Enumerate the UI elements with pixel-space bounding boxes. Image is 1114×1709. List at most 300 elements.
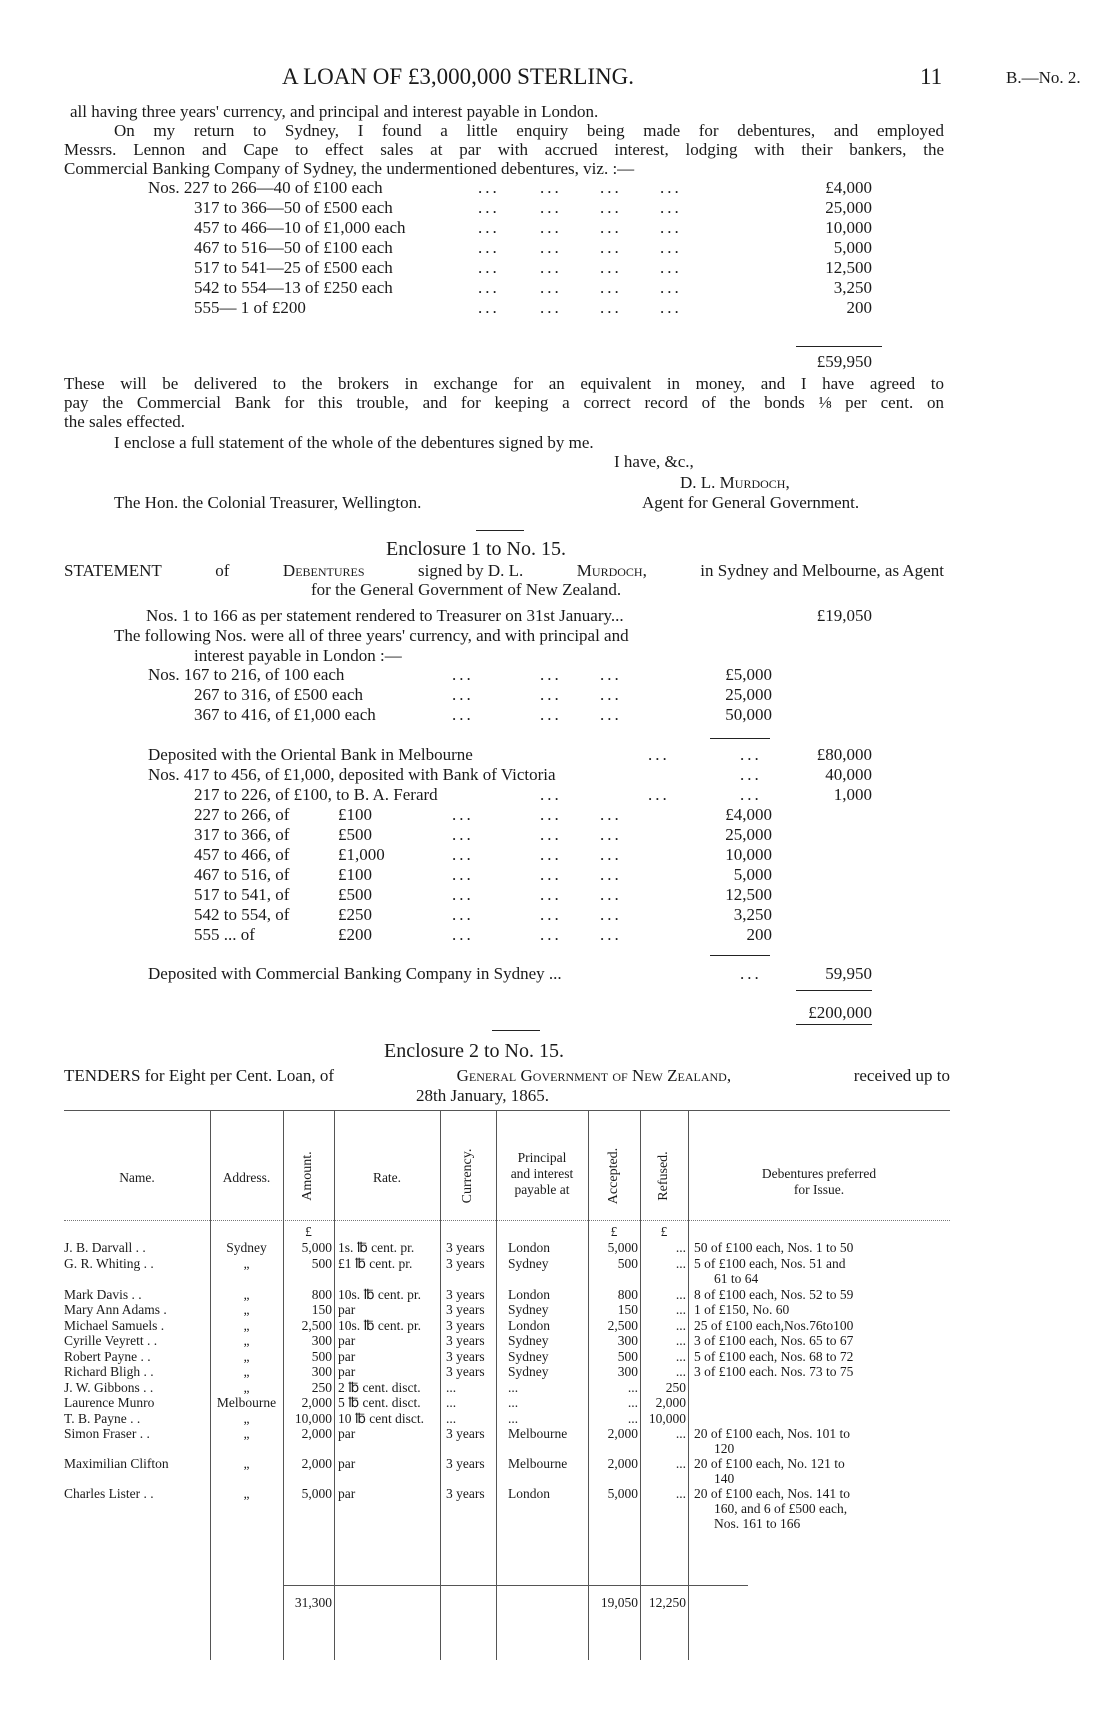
- leader-dots: ...: [740, 765, 762, 784]
- tender-payable: Melbourne: [508, 1456, 568, 1471]
- leader-dots: ...: [540, 685, 562, 704]
- breakdown-nos: 467 to 516, of: [194, 865, 290, 884]
- unit-refused: £: [660, 1224, 668, 1239]
- page-number: 11: [920, 64, 943, 89]
- leader-dots: ...: [660, 298, 682, 317]
- tender-payable: Sydney: [508, 1255, 549, 1271]
- breakdown-amount: 3,250: [733, 905, 772, 924]
- commercial-bank-line: Deposited with Commercial Banking Company in Sydney ...: [148, 964, 562, 983]
- leader-dots: ...: [540, 805, 562, 824]
- tender-rate: par: [338, 1456, 356, 1471]
- breakdown-value: £1,000: [338, 845, 385, 864]
- tender-rate: 10s. ℔ cent. pr.: [338, 1286, 422, 1302]
- leader-dots: ...: [540, 865, 562, 884]
- tender-debentures: 1 of £150, No. 60: [694, 1302, 790, 1317]
- tender-amount: 2,500: [301, 1317, 332, 1333]
- tender-amount: 5,000: [301, 1486, 332, 1501]
- tender-refused: ...: [675, 1426, 686, 1441]
- tender-amount: 250: [311, 1379, 332, 1395]
- tender-payable: Sydney: [508, 1302, 549, 1317]
- leader-dots: ...: [452, 825, 474, 844]
- breakdown-nos: 227 to 266, of: [194, 805, 290, 824]
- leader-dots: ...: [540, 845, 562, 864]
- ferard-amount: 1,000: [833, 785, 872, 804]
- leader-dots: ...: [600, 278, 622, 297]
- tender-debentures: 8 of £100 each, Nos. 52 to 59: [694, 1286, 854, 1302]
- leader-dots: ...: [600, 845, 622, 864]
- tender-currency: 3 years: [446, 1426, 485, 1441]
- tender-currency: 3 years: [446, 1364, 485, 1379]
- leader-dots: ...: [600, 705, 622, 724]
- table-total-rule: [283, 1585, 748, 1586]
- debenture-row-desc: 517 to 541—25 of £500 each: [194, 258, 393, 277]
- leader-dots: ...: [660, 198, 682, 217]
- tenders-intro: TENDERS for Eight per Cent. Loan, of: [64, 1066, 335, 1085]
- leader-dots: ...: [452, 685, 474, 704]
- leader-dots: ...: [600, 178, 622, 197]
- tender-name: Cyrille Veyrett . .: [64, 1333, 158, 1348]
- victoria-amount: 40,000: [825, 765, 872, 784]
- breakdown-nos: 555 ... of: [194, 925, 255, 944]
- leader-dots: ...: [478, 198, 500, 217]
- tender-currency: 3 years: [446, 1456, 485, 1471]
- leader-dots: ...: [600, 825, 622, 844]
- leader-dots: ...: [648, 785, 670, 804]
- leader-dots: ...: [452, 865, 474, 884]
- statement-murdoch: Murdoch,: [576, 561, 647, 580]
- tender-refused: ...: [675, 1348, 686, 1364]
- tender-accepted: 500: [617, 1255, 638, 1271]
- tender-accepted: ...: [627, 1395, 638, 1410]
- tender-address: „: [243, 1255, 250, 1271]
- tender-rate: 2 ℔ cent. disct.: [338, 1379, 421, 1395]
- tender-debentures: 160, and 6 of £500 each,: [714, 1501, 848, 1516]
- tender-accepted: ...: [627, 1410, 638, 1426]
- section-divider: [492, 1030, 540, 1031]
- grand-total: £200,000: [808, 1003, 872, 1022]
- leader-dots: ...: [740, 745, 762, 764]
- leader-dots: ...: [478, 278, 500, 297]
- breakdown-value: £250: [338, 905, 372, 924]
- tender-amount: 2,000: [301, 1426, 332, 1441]
- breakdown-amount: £4,000: [725, 805, 772, 824]
- tender-currency: 3 years: [446, 1302, 485, 1317]
- breakdown-nos: 517 to 541, of: [194, 885, 290, 904]
- debenture-row-desc: 555— 1 of £200: [194, 298, 306, 317]
- tenders-government: General Government of New Zealand,: [456, 1066, 732, 1085]
- debenture-row-amount: 12,500: [825, 258, 872, 277]
- tender-name: Maximilian Clifton: [64, 1456, 169, 1471]
- tender-accepted: 800: [617, 1286, 638, 1302]
- leader-dots: ...: [600, 665, 622, 684]
- statement-debentures: Debentures: [282, 561, 365, 580]
- tender-debentures: 140: [714, 1471, 735, 1486]
- grand-total-rule: [796, 990, 872, 991]
- tender-rate: par: [338, 1333, 356, 1348]
- col-header-address: Address.: [222, 1170, 271, 1185]
- col-header-name: Name.: [119, 1170, 155, 1185]
- leader-dots: ...: [540, 178, 562, 197]
- page-title: A LOAN OF £3,000,000 STERLING.: [282, 64, 635, 89]
- tender-currency: 3 years: [446, 1317, 485, 1333]
- leader-dots: ...: [660, 178, 682, 197]
- tender-refused: 10,000: [648, 1410, 686, 1426]
- letter-addressee: The Hon. the Colonial Treasurer, Wellington.: [114, 493, 422, 512]
- tender-debentures: 3 of £100 each. Nos. 73 to 75: [694, 1364, 854, 1379]
- leader-dots: ...: [540, 198, 562, 217]
- leader-dots: ...: [600, 685, 622, 704]
- section-divider: [476, 530, 524, 531]
- tender-currency: ...: [446, 1379, 457, 1395]
- tender-address: Melbourne: [216, 1395, 277, 1410]
- tender-rate: £1 ℔ cent. pr.: [338, 1255, 413, 1271]
- tender-name: Mary Ann Adams .: [64, 1302, 167, 1317]
- tender-refused: ...: [675, 1317, 686, 1333]
- tenders-table: [64, 1110, 950, 1660]
- tender-refused: ...: [675, 1286, 686, 1302]
- tender-rate: 1s. ℔ cent. pr.: [338, 1240, 415, 1255]
- tender-amount: 300: [311, 1333, 332, 1348]
- col-header-debentures-2: for Issue.: [793, 1182, 845, 1197]
- tender-debentures: 25 of £100 each,Nos.76to100: [694, 1317, 854, 1333]
- london-row-desc: 367 to 416, of £1,000 each: [194, 705, 376, 724]
- leader-dots: ...: [478, 178, 500, 197]
- tender-address: Sydney: [226, 1240, 267, 1255]
- london-row-desc: Nos. 167 to 216, of 100 each: [148, 665, 345, 684]
- total-refused: 12,250: [648, 1595, 686, 1610]
- ferard-line: 217 to 226, of £100, to B. A. Ferard: [194, 785, 438, 804]
- tender-address: „: [243, 1317, 250, 1333]
- leader-dots: ...: [740, 785, 762, 804]
- leader-dots: ...: [740, 964, 762, 983]
- tender-payable: ...: [508, 1395, 519, 1410]
- debenture-row-desc: 467 to 516—50 of £100 each: [194, 238, 393, 257]
- unit-amount: £: [305, 1224, 312, 1239]
- melbourne-deposit-line: Deposited with the Oriental Bank in Melbourne: [148, 745, 473, 764]
- breakdown-amount: 12,500: [725, 885, 772, 904]
- tender-address: „: [243, 1302, 250, 1317]
- letter-closing: I have, &c.,: [614, 452, 694, 471]
- tender-payable: ...: [508, 1379, 519, 1395]
- debenture-row-amount: 25,000: [825, 198, 872, 217]
- total-amount: 31,300: [294, 1595, 332, 1610]
- tender-currency: 3 years: [446, 1240, 485, 1255]
- tender-address: „: [243, 1286, 250, 1302]
- leader-dots: ...: [540, 278, 562, 297]
- document-reference: B.—No. 2.: [1006, 68, 1081, 87]
- tender-currency: 3 years: [446, 1286, 485, 1302]
- leader-dots: ...: [452, 905, 474, 924]
- intro-para-line-1: On my return to Sydney, I found a little enquiry being made for debentures, and employed: [114, 121, 944, 140]
- tender-rate: 10s. ℔ cent. pr.: [338, 1317, 422, 1333]
- breakdown-value: £500: [338, 825, 372, 844]
- tender-refused: ...: [675, 1333, 686, 1348]
- grand-total-underline: [796, 1024, 872, 1025]
- tender-amount: 2,000: [301, 1395, 332, 1410]
- leader-dots: ...: [600, 298, 622, 317]
- letter-para-line-3: the sales effected.: [64, 412, 185, 431]
- tender-refused: ...: [675, 1456, 686, 1471]
- tender-currency: 3 years: [446, 1486, 485, 1501]
- debenture-row-desc: Nos. 227 to 266—40 of £100 each: [148, 178, 383, 197]
- total-accepted: 19,050: [600, 1595, 638, 1610]
- breakdown-value: £100: [338, 865, 372, 884]
- enc1-line-a: Nos. 1 to 166 as per statement rendered to Treasurer on 31st January...: [146, 606, 624, 625]
- tender-refused: 250: [665, 1379, 686, 1395]
- leader-dots: ...: [600, 198, 622, 217]
- leader-dots: ...: [648, 745, 670, 764]
- breakdown-nos: 317 to 366, of: [194, 825, 290, 844]
- victoria-line: Nos. 417 to 456, of £1,000, deposited with Bank of Victoria: [148, 765, 556, 784]
- tender-payable: Sydney: [508, 1364, 549, 1379]
- tender-accepted: 5,000: [607, 1486, 638, 1501]
- leader-dots: ...: [478, 258, 500, 277]
- tender-rate: 10 ℔ cent disct.: [338, 1410, 425, 1426]
- leader-dots: ...: [452, 805, 474, 824]
- tender-address: „: [243, 1426, 250, 1441]
- statement-location: in Sydney and Melbourne, as Agent: [700, 561, 944, 580]
- breakdown-amount: 5,000: [733, 865, 772, 884]
- tender-rate: par: [338, 1364, 356, 1379]
- col-header-principal-2: and interest: [510, 1166, 574, 1181]
- leader-dots: ...: [660, 258, 682, 277]
- letter-role: Agent for General Government.: [642, 493, 860, 512]
- tender-name: Laurence Munro: [64, 1395, 155, 1410]
- tender-name: T. B. Payne . .: [64, 1410, 141, 1426]
- tender-payable: Sydney: [508, 1348, 549, 1364]
- leader-dots: ...: [600, 218, 622, 237]
- tender-debentures: 61 to 64: [714, 1270, 759, 1286]
- sydney-total: £59,950: [816, 352, 872, 371]
- tender-amount: 5,000: [301, 1240, 332, 1255]
- leader-dots: ...: [660, 278, 682, 297]
- london-row-desc: 267 to 316, of £500 each: [194, 685, 364, 704]
- leader-dots: ...: [540, 218, 562, 237]
- letter-enclose: I enclose a full statement of the whole of the debentures signed by me.: [114, 433, 594, 452]
- tender-debentures: 3 of £100 each, Nos. 65 to 67: [694, 1333, 854, 1348]
- col-header-amount: Amount.: [300, 1151, 315, 1201]
- debenture-row-desc: 542 to 554—13 of £250 each: [194, 278, 393, 297]
- tender-name: Mark Davis . .: [64, 1286, 142, 1302]
- leader-dots: ...: [540, 825, 562, 844]
- col-header-refused: Refused.: [656, 1151, 671, 1201]
- debenture-row-amount: 10,000: [825, 218, 872, 237]
- tender-address: „: [243, 1364, 250, 1379]
- tender-refused: 2,000: [655, 1395, 686, 1410]
- tender-payable: ...: [508, 1410, 519, 1426]
- tender-amount: 150: [311, 1302, 332, 1317]
- tender-amount: 2,000: [301, 1456, 332, 1471]
- leader-dots: ...: [660, 218, 682, 237]
- london-row-amount: 50,000: [725, 705, 772, 724]
- tender-name: Charles Lister . .: [64, 1486, 154, 1501]
- debenture-row-amount: 5,000: [833, 238, 872, 257]
- melbourne-deposit-amount: £80,000: [816, 745, 872, 764]
- tender-rate: par: [338, 1486, 356, 1501]
- leader-dots: ...: [540, 785, 562, 804]
- commercial-bank-amount: 59,950: [825, 964, 872, 983]
- leader-dots: ...: [478, 238, 500, 257]
- tender-address: „: [243, 1456, 250, 1471]
- breakdown-nos: 542 to 554, of: [194, 905, 290, 924]
- breakdown-amount: 10,000: [725, 845, 772, 864]
- col-header-principal-3: payable at: [514, 1182, 570, 1197]
- tender-debentures: 20 of £100 each, Nos. 101 to: [694, 1426, 850, 1441]
- leader-dots: ...: [600, 805, 622, 824]
- tender-address: „: [243, 1348, 250, 1364]
- tender-refused: ...: [675, 1240, 686, 1255]
- tender-accepted: 500: [617, 1348, 638, 1364]
- leader-dots: ...: [600, 865, 622, 884]
- tender-payable: London: [508, 1317, 550, 1333]
- tender-amount: 10,000: [294, 1410, 332, 1426]
- tender-name: J. W. Gibbons . .: [64, 1379, 154, 1395]
- sydney-breakdown-rule: [710, 955, 770, 956]
- tender-address: „: [243, 1379, 250, 1395]
- tender-rate: par: [338, 1348, 356, 1364]
- col-header-debentures-1: Debentures preferred: [761, 1166, 877, 1181]
- tender-amount: 500: [311, 1255, 332, 1271]
- tender-address: „: [243, 1486, 250, 1501]
- tender-name: Richard Bligh . .: [64, 1364, 154, 1379]
- statement-line-1: [64, 561, 944, 581]
- enc1-line-a-amount: £19,050: [816, 606, 872, 625]
- breakdown-amount: 25,000: [725, 825, 772, 844]
- tender-currency: 3 years: [446, 1348, 485, 1364]
- tender-name: Michael Samuels .: [64, 1317, 165, 1333]
- tender-currency: ...: [446, 1395, 457, 1410]
- tenders-received: received up to: [853, 1066, 950, 1085]
- leader-dots: ...: [540, 665, 562, 684]
- tender-rate: par: [338, 1302, 356, 1317]
- breakdown-amount: 200: [746, 925, 772, 944]
- statement-of: of: [215, 561, 230, 580]
- leader-dots: ...: [478, 298, 500, 317]
- enclosure-1-heading: Enclosure 1 to No. 15.: [386, 538, 566, 560]
- intro-para-line-2: Messrs. Lennon and Cape to effect sales at par with accrued interest, lodging with their bankers, the: [64, 140, 944, 159]
- tender-debentures: Nos. 161 to 166: [714, 1516, 801, 1531]
- leader-dots: ...: [540, 705, 562, 724]
- tender-accepted: 300: [617, 1333, 638, 1348]
- tender-debentures: 20 of £100 each, No. 121 to: [694, 1456, 845, 1471]
- london-row-amount: £5,000: [725, 665, 772, 684]
- leader-dots: ...: [540, 905, 562, 924]
- leader-dots: ...: [600, 905, 622, 924]
- leader-dots: ...: [452, 705, 474, 724]
- leader-dots: ...: [540, 925, 562, 944]
- enclosure-2-heading: Enclosure 2 to No. 15.: [384, 1040, 564, 1062]
- tender-address: „: [243, 1410, 250, 1426]
- enc1-line-b1: The following Nos. were all of three years' currency, and with principal and: [114, 626, 629, 645]
- debenture-row-amount: 200: [846, 298, 872, 317]
- col-divider: [440, 1110, 441, 1660]
- enc1-line-b2: interest payable in London :—: [194, 646, 402, 665]
- leader-dots: ...: [452, 885, 474, 904]
- tender-debentures: 20 of £100 each, Nos. 141 to: [694, 1486, 850, 1501]
- table-top-rule: [64, 1110, 950, 1111]
- tenders-line-1: [64, 1066, 950, 1086]
- tender-refused: ...: [675, 1364, 686, 1379]
- statement-line-2: for the General Government of New Zealand.: [311, 580, 622, 599]
- breakdown-value: £100: [338, 805, 372, 824]
- leader-dots: ...: [660, 238, 682, 257]
- tenders-line-2: 28th January, 1865.: [416, 1086, 549, 1105]
- leader-dots: ...: [478, 218, 500, 237]
- tender-payable: London: [508, 1486, 550, 1501]
- col-header-principal-1: Principal: [517, 1150, 567, 1165]
- intro-para-line-3: Commercial Banking Company of Sydney, the undermentioned debentures, viz. :—: [64, 159, 635, 178]
- tender-name: Robert Payne . .: [64, 1348, 151, 1364]
- tender-amount: 300: [311, 1364, 332, 1379]
- intro-line: all having three years' currency, and principal and interest payable in London.: [70, 102, 599, 121]
- tender-accepted: 2,000: [607, 1456, 638, 1471]
- letter-para-line-2: pay the Commercial Bank for this trouble, and for keeping a correct record of the bonds ⅛ per cent. on: [64, 393, 944, 412]
- debenture-row-amount: £4,000: [825, 178, 872, 197]
- tender-refused: ...: [675, 1302, 686, 1317]
- tender-accepted: 5,000: [607, 1240, 638, 1255]
- tender-debentures: 50 of £100 each, Nos. 1 to 50: [694, 1240, 854, 1255]
- unit-accepted: £: [610, 1224, 618, 1239]
- tender-currency: ...: [446, 1410, 457, 1426]
- leader-dots: ...: [600, 258, 622, 277]
- tender-payable: Sydney: [508, 1333, 549, 1348]
- tender-accepted: 300: [617, 1364, 638, 1379]
- debenture-row-desc: 457 to 466—10 of £1,000 each: [194, 218, 406, 237]
- letter-para-line-1: These will be delivered to the brokers in exchange for an equivalent in money, and I have agreed to: [64, 374, 944, 393]
- leader-dots: ...: [540, 885, 562, 904]
- statement-signed-by: signed by D. L.: [418, 561, 524, 580]
- tender-currency: 3 years: [446, 1333, 485, 1348]
- statement-word: STATEMENT: [64, 561, 162, 580]
- sydney-total-rule: [796, 346, 882, 347]
- tender-payable: Melbourne: [508, 1426, 568, 1441]
- col-header-accepted: Accepted.: [606, 1147, 621, 1205]
- tender-rate: 5 ℔ cent. disct.: [338, 1395, 421, 1410]
- london-total-rule: [710, 738, 770, 739]
- tender-name: G. R. Whiting . .: [64, 1255, 154, 1271]
- leader-dots: ...: [540, 238, 562, 257]
- leader-dots: ...: [452, 925, 474, 944]
- tender-accepted: 2,500: [607, 1317, 638, 1333]
- tender-rate: par: [338, 1426, 356, 1441]
- breakdown-nos: 457 to 466, of: [194, 845, 290, 864]
- tender-refused: ...: [675, 1255, 686, 1271]
- tender-debentures: 5 of £100 each, Nos. 68 to 72: [694, 1348, 854, 1364]
- leader-dots: ...: [452, 845, 474, 864]
- breakdown-value: £500: [338, 885, 372, 904]
- breakdown-value: £200: [338, 925, 372, 944]
- col-header-rate: Rate.: [372, 1170, 402, 1185]
- tender-amount: 500: [311, 1348, 332, 1364]
- letter-signature: D. L. Murdoch,: [680, 473, 790, 492]
- tender-name: J. B. Darvall . .: [64, 1240, 146, 1255]
- debenture-row-desc: 317 to 366—50 of £500 each: [194, 198, 393, 217]
- tender-debentures: 5 of £100 each, Nos. 51 and: [694, 1255, 846, 1271]
- london-row-amount: 25,000: [725, 685, 772, 704]
- tender-payable: London: [508, 1286, 550, 1302]
- tender-refused: ...: [675, 1486, 686, 1501]
- leader-dots: ...: [540, 298, 562, 317]
- tender-accepted: 2,000: [607, 1426, 638, 1441]
- tender-name: Simon Fraser . .: [64, 1426, 150, 1441]
- leader-dots: ...: [600, 885, 622, 904]
- leader-dots: ...: [452, 665, 474, 684]
- leader-dots: ...: [540, 258, 562, 277]
- leader-dots: ...: [600, 925, 622, 944]
- tender-accepted: ...: [627, 1379, 638, 1395]
- table-header-rule: [64, 1220, 950, 1221]
- col-divider: [334, 1110, 335, 1660]
